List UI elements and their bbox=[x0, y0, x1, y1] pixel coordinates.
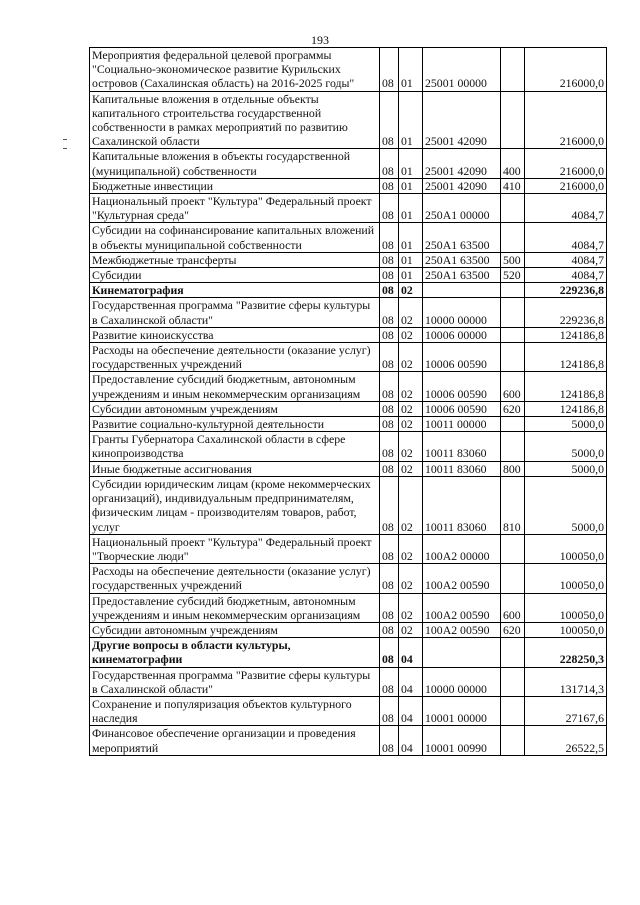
table-row bbox=[90, 696, 607, 725]
table-row bbox=[90, 726, 607, 755]
target-item-code: 100А2 00590 bbox=[423, 564, 501, 593]
section-code: 08 bbox=[380, 268, 399, 283]
row-name: Субсидии bbox=[90, 268, 380, 283]
amount: 26522,5 bbox=[525, 726, 607, 755]
row-name: Субсидии автономным учреждениям bbox=[90, 622, 380, 637]
section-code: 08 bbox=[380, 91, 399, 149]
row-name: Капитальные вложения в объекты государственной (муниципальной) собственности bbox=[90, 149, 380, 178]
section-code: 08 bbox=[380, 726, 399, 755]
subsection-code: 01 bbox=[399, 194, 423, 223]
target-item-code: 250А1 63500 bbox=[423, 252, 501, 267]
subsection-code: 02 bbox=[399, 343, 423, 372]
amount: 131714,3 bbox=[525, 667, 607, 696]
section-code: 08 bbox=[380, 696, 399, 725]
row-name: Предоставление субсидий бюджетным, автономным учреждениям и иным некоммерческим организациям bbox=[90, 593, 380, 622]
target-item-code bbox=[423, 638, 501, 667]
scan-mark bbox=[63, 148, 67, 149]
budget-table-body bbox=[90, 48, 607, 756]
row-name: Кинематография bbox=[90, 283, 380, 298]
subsection-code: 02 bbox=[399, 372, 423, 401]
row-name: Межбюджетные трансферты bbox=[90, 252, 380, 267]
budget-table bbox=[89, 47, 607, 756]
target-item-code bbox=[423, 283, 501, 298]
table-row bbox=[90, 564, 607, 593]
row-name: Мероприятия федеральной целевой программы "Социально-экономическое развитие Курильских островов (Сахалинская область) на 2016-2025 годы" bbox=[90, 48, 380, 92]
amount: 124186,8 bbox=[525, 372, 607, 401]
amount: 229236,8 bbox=[525, 283, 607, 298]
target-item-code: 10001 00000 bbox=[423, 696, 501, 725]
row-name: Развитие киноискусства bbox=[90, 327, 380, 342]
section-code: 08 bbox=[380, 622, 399, 637]
amount: 100050,0 bbox=[525, 534, 607, 563]
table-row bbox=[90, 343, 607, 372]
amount: 228250,3 bbox=[525, 638, 607, 667]
table-row bbox=[90, 252, 607, 267]
amount: 5000,0 bbox=[525, 476, 607, 534]
section-code: 08 bbox=[380, 534, 399, 563]
amount: 216000,0 bbox=[525, 48, 607, 92]
subsection-code: 02 bbox=[399, 534, 423, 563]
row-name: Бюджетные инвестиции bbox=[90, 178, 380, 193]
table-row bbox=[90, 268, 607, 283]
row-name: Сохранение и популяризация объектов культурного наследия bbox=[90, 696, 380, 725]
section-code: 08 bbox=[380, 432, 399, 461]
subsection-code: 02 bbox=[399, 401, 423, 416]
table-row bbox=[90, 638, 607, 667]
table-row bbox=[90, 476, 607, 534]
subsection-code: 02 bbox=[399, 593, 423, 622]
target-item-code: 10011 00000 bbox=[423, 417, 501, 432]
section-code: 08 bbox=[380, 401, 399, 416]
subsection-code: 01 bbox=[399, 223, 423, 252]
table-row bbox=[90, 667, 607, 696]
section-code: 08 bbox=[380, 223, 399, 252]
subsection-code: 02 bbox=[399, 417, 423, 432]
section-code: 08 bbox=[380, 476, 399, 534]
expense-type-code bbox=[501, 91, 525, 149]
row-name: Государственная программа "Развитие сферы культуры в Сахалинской области" bbox=[90, 298, 380, 327]
expense-type-code: 400 bbox=[501, 149, 525, 178]
section-code: 08 bbox=[380, 327, 399, 342]
table-row bbox=[90, 194, 607, 223]
amount: 100050,0 bbox=[525, 593, 607, 622]
table-row bbox=[90, 461, 607, 476]
expense-type-code bbox=[501, 726, 525, 755]
subsection-code: 04 bbox=[399, 638, 423, 667]
row-name: Расходы на обеспечение деятельности (оказание услуг) государственных учреждений bbox=[90, 564, 380, 593]
row-name: Субсидии юридическим лицам (кроме некоммерческих организаций), индивидуальным предпринимателям, физическим лицам - производителям товаров, работ, услуг bbox=[90, 476, 380, 534]
table-row bbox=[90, 534, 607, 563]
amount: 5000,0 bbox=[525, 461, 607, 476]
expense-type-code bbox=[501, 343, 525, 372]
table-row bbox=[90, 283, 607, 298]
expense-type-code bbox=[501, 667, 525, 696]
table-row bbox=[90, 401, 607, 416]
section-code: 08 bbox=[380, 252, 399, 267]
target-item-code: 100А2 00590 bbox=[423, 593, 501, 622]
table-row bbox=[90, 593, 607, 622]
target-item-code: 25001 42090 bbox=[423, 149, 501, 178]
expense-type-code: 500 bbox=[501, 252, 525, 267]
target-item-code: 10000 00000 bbox=[423, 298, 501, 327]
subsection-code: 02 bbox=[399, 476, 423, 534]
section-code: 08 bbox=[380, 149, 399, 178]
section-code: 08 bbox=[380, 178, 399, 193]
target-item-code: 10006 00000 bbox=[423, 327, 501, 342]
amount: 4084,7 bbox=[525, 194, 607, 223]
amount: 124186,8 bbox=[525, 327, 607, 342]
expense-type-code bbox=[501, 194, 525, 223]
target-item-code: 10006 00590 bbox=[423, 343, 501, 372]
expense-type-code: 800 bbox=[501, 461, 525, 476]
row-name: Национальный проект "Культура" Федеральный проект "Творческие люди" bbox=[90, 534, 380, 563]
table-row bbox=[90, 149, 607, 178]
row-name: Развитие социально-культурной деятельности bbox=[90, 417, 380, 432]
subsection-code: 04 bbox=[399, 726, 423, 755]
row-name: Иные бюджетные ассигнования bbox=[90, 461, 380, 476]
expense-type-code bbox=[501, 298, 525, 327]
subsection-code: 04 bbox=[399, 667, 423, 696]
section-code: 08 bbox=[380, 298, 399, 327]
row-name: Гранты Губернатора Сахалинской области в сфере кинопроизводства bbox=[90, 432, 380, 461]
table-row bbox=[90, 91, 607, 149]
target-item-code: 250А1 00000 bbox=[423, 194, 501, 223]
amount: 4084,7 bbox=[525, 223, 607, 252]
table-row bbox=[90, 372, 607, 401]
amount: 216000,0 bbox=[525, 91, 607, 149]
row-name: Государственная программа "Развитие сферы культуры в Сахалинской области" bbox=[90, 667, 380, 696]
target-item-code: 10001 00990 bbox=[423, 726, 501, 755]
target-item-code: 100А2 00000 bbox=[423, 534, 501, 563]
page-number: 193 bbox=[311, 33, 329, 47]
scan-mark bbox=[63, 139, 67, 140]
expense-type-code bbox=[501, 223, 525, 252]
amount: 4084,7 bbox=[525, 268, 607, 283]
amount: 5000,0 bbox=[525, 432, 607, 461]
table-row bbox=[90, 432, 607, 461]
expense-type-code bbox=[501, 283, 525, 298]
table-row bbox=[90, 622, 607, 637]
amount: 216000,0 bbox=[525, 178, 607, 193]
row-name: Субсидии автономным учреждениям bbox=[90, 401, 380, 416]
target-item-code: 10011 83060 bbox=[423, 476, 501, 534]
subsection-code: 02 bbox=[399, 298, 423, 327]
subsection-code: 02 bbox=[399, 622, 423, 637]
subsection-code: 04 bbox=[399, 696, 423, 725]
subsection-code: 02 bbox=[399, 327, 423, 342]
table-row bbox=[90, 298, 607, 327]
subsection-code: 02 bbox=[399, 461, 423, 476]
subsection-code: 01 bbox=[399, 48, 423, 92]
row-name: Финансовое обеспечение организации и проведения мероприятий bbox=[90, 726, 380, 755]
expense-type-code: 600 bbox=[501, 593, 525, 622]
expense-type-code bbox=[501, 327, 525, 342]
section-code: 08 bbox=[380, 372, 399, 401]
target-item-code: 250А1 63500 bbox=[423, 223, 501, 252]
expense-type-code: 520 bbox=[501, 268, 525, 283]
expense-type-code bbox=[501, 564, 525, 593]
expense-type-code bbox=[501, 534, 525, 563]
row-name: Расходы на обеспечение деятельности (оказание услуг) государственных учреждений bbox=[90, 343, 380, 372]
amount: 229236,8 bbox=[525, 298, 607, 327]
row-name: Предоставление субсидий бюджетным, автономным учреждениям и иным некоммерческим организациям bbox=[90, 372, 380, 401]
amount: 100050,0 bbox=[525, 622, 607, 637]
amount: 27167,6 bbox=[525, 696, 607, 725]
row-name: Капитальные вложения в отдельные объекты капитального строительства государственной собственности в рамках мероприятий по развитию Сахалинской области bbox=[90, 91, 380, 149]
table-row bbox=[90, 48, 607, 92]
amount: 5000,0 bbox=[525, 417, 607, 432]
section-code: 08 bbox=[380, 283, 399, 298]
section-code: 08 bbox=[380, 343, 399, 372]
expense-type-code bbox=[501, 696, 525, 725]
target-item-code: 25001 42090 bbox=[423, 178, 501, 193]
section-code: 08 bbox=[380, 194, 399, 223]
expense-type-code: 810 bbox=[501, 476, 525, 534]
section-code: 08 bbox=[380, 667, 399, 696]
row-name: Национальный проект "Культура" Федеральный проект "Культурная среда" bbox=[90, 194, 380, 223]
section-code: 08 bbox=[380, 593, 399, 622]
expense-type-code bbox=[501, 432, 525, 461]
target-item-code: 250А1 63500 bbox=[423, 268, 501, 283]
target-item-code: 10011 83060 bbox=[423, 461, 501, 476]
table-row bbox=[90, 327, 607, 342]
subsection-code: 01 bbox=[399, 268, 423, 283]
section-code: 08 bbox=[380, 638, 399, 667]
section-code: 08 bbox=[380, 48, 399, 92]
row-name: Другие вопросы в области культуры, кинематографии bbox=[90, 638, 380, 667]
expense-type-code: 600 bbox=[501, 372, 525, 401]
section-code: 08 bbox=[380, 564, 399, 593]
expense-type-code bbox=[501, 48, 525, 92]
subsection-code: 01 bbox=[399, 149, 423, 178]
target-item-code: 10011 83060 bbox=[423, 432, 501, 461]
amount: 216000,0 bbox=[525, 149, 607, 178]
amount: 100050,0 bbox=[525, 564, 607, 593]
expense-type-code bbox=[501, 638, 525, 667]
subsection-code: 02 bbox=[399, 564, 423, 593]
section-code: 08 bbox=[380, 417, 399, 432]
target-item-code: 25001 00000 bbox=[423, 48, 501, 92]
expense-type-code: 620 bbox=[501, 401, 525, 416]
subsection-code: 02 bbox=[399, 283, 423, 298]
subsection-code: 01 bbox=[399, 91, 423, 149]
amount: 124186,8 bbox=[525, 343, 607, 372]
expense-type-code bbox=[501, 417, 525, 432]
table-row bbox=[90, 223, 607, 252]
target-item-code: 100А2 00590 bbox=[423, 622, 501, 637]
table-row bbox=[90, 178, 607, 193]
amount: 4084,7 bbox=[525, 252, 607, 267]
expense-type-code: 410 bbox=[501, 178, 525, 193]
subsection-code: 01 bbox=[399, 178, 423, 193]
target-item-code: 10006 00590 bbox=[423, 372, 501, 401]
section-code: 08 bbox=[380, 461, 399, 476]
expense-type-code: 620 bbox=[501, 622, 525, 637]
amount: 124186,8 bbox=[525, 401, 607, 416]
target-item-code: 10000 00000 bbox=[423, 667, 501, 696]
subsection-code: 02 bbox=[399, 432, 423, 461]
subsection-code: 01 bbox=[399, 252, 423, 267]
row-name: Субсидии на софинансирование капитальных вложений в объекты муниципальной собственности bbox=[90, 223, 380, 252]
target-item-code: 10006 00590 bbox=[423, 401, 501, 416]
table-row bbox=[90, 417, 607, 432]
target-item-code: 25001 42090 bbox=[423, 91, 501, 149]
